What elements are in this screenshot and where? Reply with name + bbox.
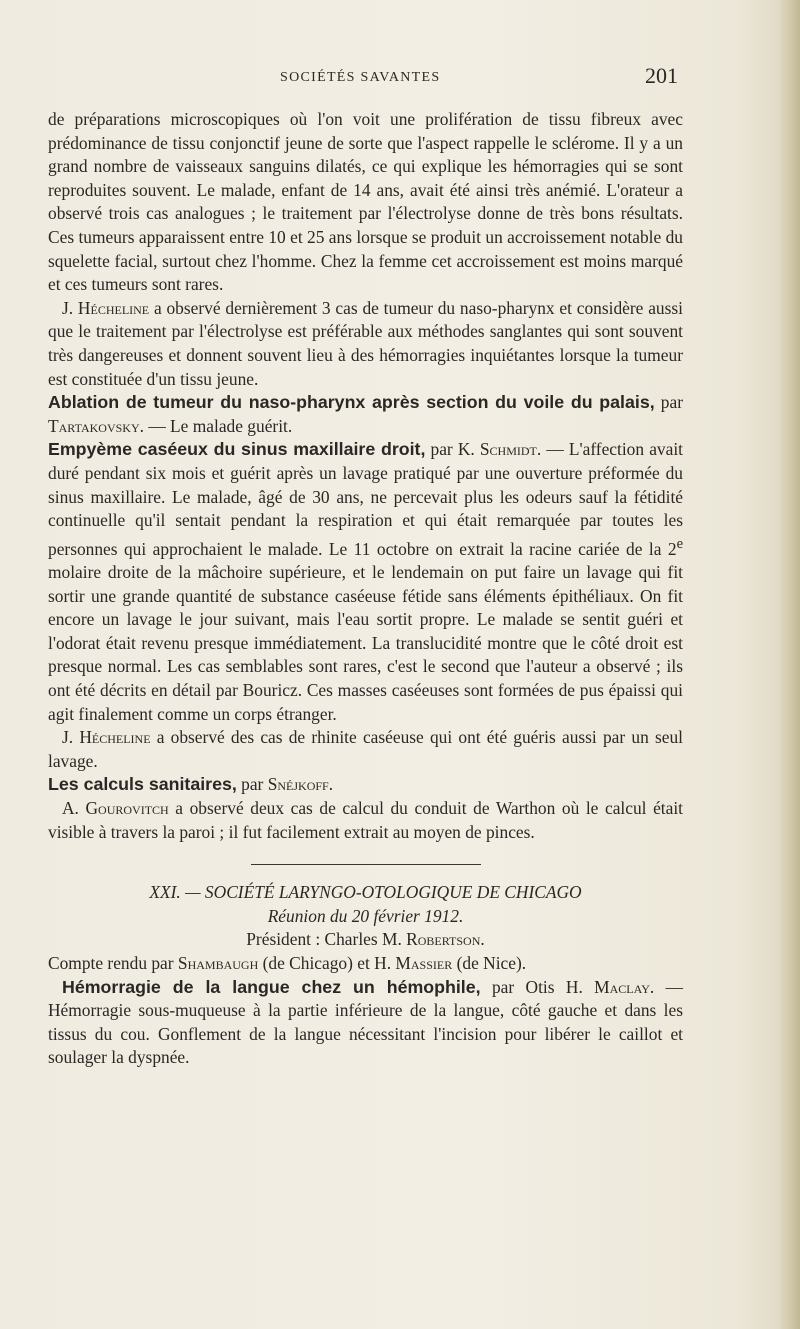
by-text: par — [236, 774, 268, 795]
author-name: K. Schmidt — [457, 439, 537, 460]
superscript: e — [676, 535, 683, 552]
entry-heading: Les calculs sanitaires, — [48, 774, 237, 795]
author-name: J. Hécheline — [62, 727, 151, 748]
page-edge-shadow — [778, 0, 800, 1329]
paragraph-text: . — Hémorragie sous-muqueuse à la partie inférieure de la langue, côté gauche et dans les tissus du cou. Gonflement de la langue nécessitant l'incision pour libérer le caillot et soulager la dyspnée. — [48, 976, 683, 1068]
entry-heading: Empyème caséeux du sinus maxillaire droit, — [48, 439, 426, 460]
report-end: (de Nice). — [452, 952, 527, 973]
body-text — [48, 108, 683, 1070]
section-divider — [251, 864, 481, 865]
reporter-name: Shambaugh — [177, 952, 259, 973]
author-name: Maclay — [594, 976, 650, 997]
entry-heading: Hémorragie de la langue chez un hémophile, — [62, 976, 481, 997]
running-head: SOCIÉTÉS SAVANTES — [280, 70, 441, 85]
president-line — [48, 928, 683, 952]
report-label: Compte rendu par — [48, 952, 178, 973]
by-text: par — [654, 392, 683, 413]
meeting-date: Réunion du 20 février 1912. — [267, 905, 464, 926]
paragraph-3 — [48, 391, 683, 438]
paragraph-8 — [48, 976, 683, 1070]
author-name: Snéjkoff — [267, 774, 329, 795]
report-mid: (de Chicago) et H. — [258, 952, 396, 973]
paragraph-text: a observé deux cas de calcul du conduit de Warthon où le calcul était visible à travers la paroi ; il fut facilement extrait au moyen de pinces. — [48, 798, 683, 842]
paragraph-text: . — Le malade guérit. — [139, 415, 293, 436]
page-number: 201 — [645, 63, 678, 88]
author-name: A. Gourovitch — [62, 798, 169, 819]
author-name: Tartakovsky — [48, 415, 140, 436]
president-name: Robertson — [406, 929, 481, 950]
author-name: J. Hécheline — [62, 297, 150, 318]
paragraph-text: a observé des cas de rhinite caséeuse qui ont été guéris aussi par un seul lavage. — [48, 727, 683, 771]
page-header — [48, 62, 678, 96]
paragraph-7 — [48, 797, 683, 844]
paragraph-text: . — L'affection avait duré pendant six mois et guérit après un lavage pratiqué par une ouverture préformée du sinus maxillaire. Le malade, âgé de 30 ans, ne percevait plus les odeurs sauf la fétidité continuelle qu'il sentait pendant la respiration et qui était remarquée par toutes les personnes qui approchaient le malade. Le 11 octobre on extrait la racine cariée de la 2 — [48, 439, 683, 559]
paragraph-text: . — [328, 774, 334, 795]
paragraph-1: de préparations microscopiques où l'on voit une prolifération de tissu fibreux avec prédominance de tissu conjonctif jeune de sorte que l'aspect rappelle le sclérome. Il y a un grand nombre de vaisseaux sanguins dilatés, ce qui explique les hémorragies qui se sont reproduites souvent. Le malade, enfant de 14 ans, avait été ainsi très anémié. L'orateur a observé trois cas analogues ; le traitement par l'électrolyse donne de très bons résultats. Ces tumeurs apparaissent entre 10 et 25 ans lorsque se produit un accroissement notable du squelette facial, surtout chez l'homme. Chez la femme cet accroissement est moins marqué et ces tumeurs sont rares. — [48, 109, 683, 295]
paragraph-5 — [48, 726, 683, 773]
by-text: par Otis H. — [480, 976, 595, 997]
report-line — [48, 952, 683, 976]
paragraph-4 — [48, 438, 683, 726]
paragraph-text: molaire droite de la mâchoire supérieure, et le lendemain on put faire un lavage qui fit sortir une grande quantité de substance caséeuse fétide sans éléments épithéliaux. On fit encore un lavage le jour suivant, mais l'eau sortit propre. Le malade se sentit guéri et l'odorat était revenu presque immédiatement. La translucidité montre que le côté droit est presque normal. Les cas semblables sont rares, c'est le second que l'auteur a observé ; ils ont été décrits en détail par Bouricz. Ces masses caséeuses sont formées de pus épaissi qui agit finalement comme un corps étranger. — [48, 562, 683, 724]
entry-heading: Ablation de tumeur du naso-pharynx après section du voile du palais, — [48, 392, 655, 413]
paragraph-text: a observé dernièrement 3 cas de tumeur du naso-pharynx et considère aussi que le traitement par l'électrolyse est préférable aux méthodes sanglantes qui sont souvent très dangereuses et donnent souvent lieu à des hémorragies inquiétantes lorsque la tumeur est constituée d'un tissu jeune. — [48, 297, 683, 389]
by-text: par — [425, 439, 458, 460]
president-label: Président : Charles M. — [246, 929, 407, 950]
section-title: XXI. — SOCIÉTÉ LARYNGO-OTOLOGIQUE DE CHICAGO — [149, 882, 582, 903]
reporter-name: Massier — [395, 952, 453, 973]
president-end: . — [480, 929, 485, 950]
paragraph-2 — [48, 297, 683, 391]
paragraph-6 — [48, 773, 683, 797]
